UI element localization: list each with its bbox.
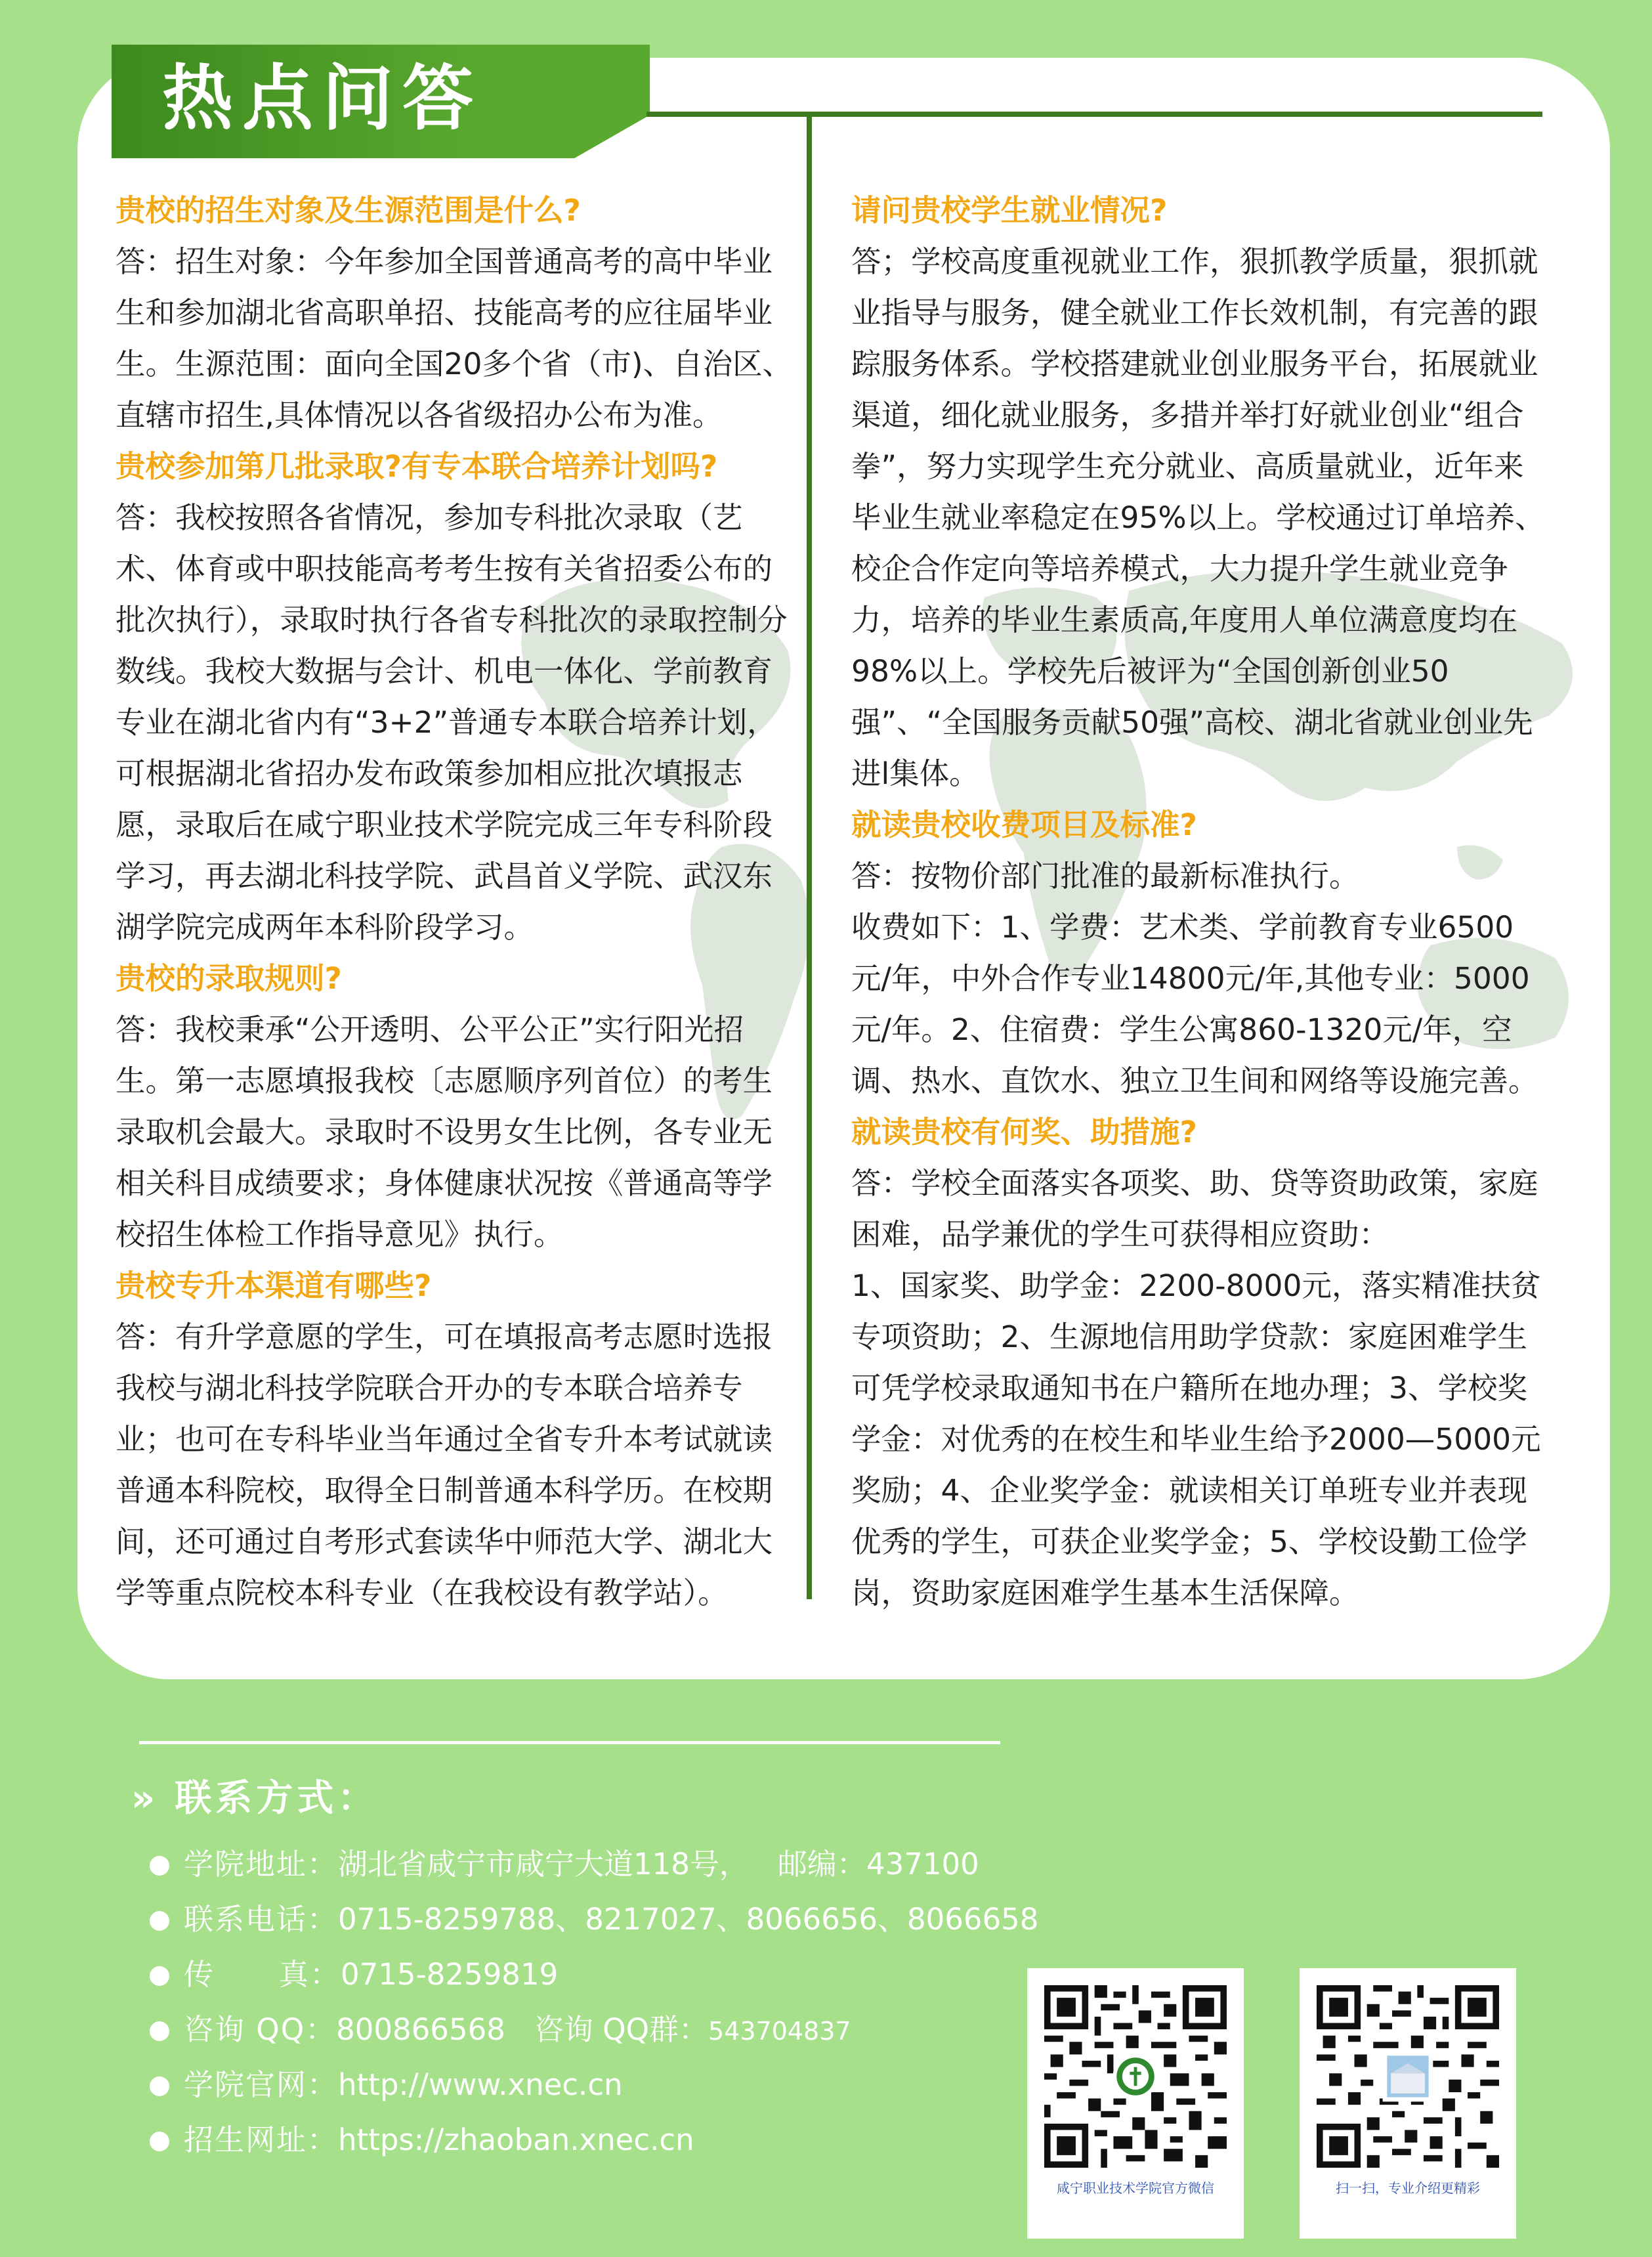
contact-list <box>150 1837 1069 2168</box>
bullet-icon <box>150 1966 169 1986</box>
question-heading: 就读贵校收费项目及标准? <box>851 807 1197 842</box>
qr-caption: 咸宁职业技术学院官方微信 <box>1057 2180 1214 2196</box>
admission-site-link[interactable]: https://zhaoban.xnec.cn <box>338 2122 694 2157</box>
bullet-icon <box>150 2076 169 2096</box>
page-title: 热点问答 <box>162 58 483 140</box>
answer-text: 答：按物价部门批准的最新标准执行。 收费如下：1、学费：艺术类、学前教育专业6500元/年，中外合作专业14800元/年,其他专业：5000元/年。2、住宿费：学生公寓860-1320元/年，空调、热水、直饮水、独立卫生间和网络等设施完善。 <box>851 859 1538 1098</box>
contact-qq: 咨询 QQ：800866568 咨询 QQ群：543704837 <box>150 2002 1069 2057</box>
question-heading: 贵校专升本渠道有哪些? <box>116 1268 432 1303</box>
answer-text: 答：招生对象：今年参加全国普通高考的高中毕业生和参加湖北省高职单招、技能高考的应往届毕业生。生源范围：面向全国20多个省（市)、自治区、直辖市招生,具体情况以各省级招办公布为准。 <box>116 244 793 433</box>
bullet-icon <box>150 1911 169 1931</box>
answer-text: 答：我校秉承“公开透明、公平公正”实行阳光招生。第一志愿填报我校〔志愿顺序列首位）的考生录取机会最大。录取时不设男女生比例，各专业无相关科目成绩要求；身体健康状况按《普通高等学校招生体检工作指导意见》执行。 <box>116 1012 773 1252</box>
contact-fax: 传 真：0715-8259819 <box>150 1947 1069 2002</box>
qr-code-icon <box>1317 1985 1499 2168</box>
contact-address: 学院地址：湖北省咸宁市咸宁大道118号， 邮编：437100 <box>150 1837 1069 1892</box>
contact-heading-text: 联系方式： <box>175 1777 379 1820</box>
contact-phone: 联系电话：0715-8259788、8217027、8066656、8066658 <box>150 1892 1069 1947</box>
qr-code-icon <box>1044 1985 1227 2168</box>
answer-text: 答；学校高度重视就业工作，狠抓教学质量，狠抓就业指导与服务，健全就业工作长效机制，有完善的跟踪服务体系。学校搭建就业创业服务平台，拓展就业渠道，细化就业服务，多措并举打好就业创业“组合拳”，努力实现学生充分就业、高质量就业，近年来毕业生就业率稳定在95%以上。学校通过订单培养、校企合作定向等培养模式，大力提升学生就业竞争力，培养的毕业生素质高,年度用人单位满意度均在98%以上。学校先后被评为“全国创新创业50强”、“全国服务贡献50强”高校、湖北省就业创业先进l集体。 <box>851 244 1545 791</box>
question-heading: 就读贵校有何奖、助措施? <box>851 1115 1197 1150</box>
column-divider <box>807 117 812 1599</box>
contact-website: 学院官网：http://www.xnec.cn <box>150 2057 1069 2113</box>
answer-text: 答：我校按照各省情况，参加专科批次录取（艺术、体育或中职技能高考考生按有关省招委公布的批次执行），录取时执行各省专科批次的录取控制分数线。我校大数据与会计、机电一体化、学前教育专业在湖北省内有“3+2”普通专本联合培养计划，可根据湖北省招办发布政策参加相应批次填报志愿，录取后在咸宁职业技术学院完成三年专科阶段学习，再去湖北科技学院、武昌首义学院、武汉东湖学院完成两年本科阶段学习。 <box>116 500 788 945</box>
question-heading: 贵校的录取规则? <box>116 961 342 996</box>
question-heading: 贵校的招生对象及生源范围是什么? <box>116 193 581 228</box>
right-column <box>851 185 1547 1619</box>
title-underline <box>646 112 1542 117</box>
contact-heading <box>131 1773 378 1825</box>
qr-code-majors[interactable] <box>1300 1968 1516 2239</box>
contact-admission-site: 招生网址：https://zhaoban.xnec.cn <box>150 2113 1069 2168</box>
contact-divider <box>139 1741 1000 1744</box>
question-heading: 请问贵校学生就业情况? <box>851 193 1168 228</box>
bullet-icon <box>150 2021 169 2041</box>
bullet-icon <box>150 1856 169 1876</box>
answer-text: 答：有升学意愿的学生，可在填报高考志愿时选报我校与湖北科技学院联合开办的专本联合培养专业；也可在专科毕业当年通过全省专升本考试就读普通本科院校，取得全日制普通本科学历。在校期间，还可通过自考形式套读华中师范大学、湖北大学等重点院校本科专业（在我校设有教学站）。 <box>116 1320 773 1610</box>
double-chevron-icon: » <box>131 1777 152 1820</box>
left-column <box>116 185 798 1619</box>
qr-caption: 扫一扫，专业介绍更精彩 <box>1336 2180 1480 2196</box>
answer-text: 答：学校全面落实各项奖、助、贷等资助政策，家庭困难，品学兼优的学生可获得相应资助： 1、国家奖、助学金：2200-8000元，落实精准扶贫专项资助；2、生源地信用助学贷款：家庭困难学生可凭学校录取通知书在户籍所在地办理；3、学校奖学金：对优秀的在校生和毕业生给予2000—5000元奖励；4、企业奖学金：就读相关订单班专业并表现优秀的学生，可获企业奖学金；5、学校设勤工俭学岗，资助家庭困难学生基本生活保障。 <box>851 1166 1541 1610</box>
qr-code-wechat[interactable] <box>1027 1968 1244 2239</box>
bullet-icon <box>150 2132 169 2151</box>
question-heading: 贵校参加第几批录取?有专本联合培养计划吗? <box>116 449 718 484</box>
website-link[interactable]: http://www.xnec.cn <box>338 2067 623 2102</box>
